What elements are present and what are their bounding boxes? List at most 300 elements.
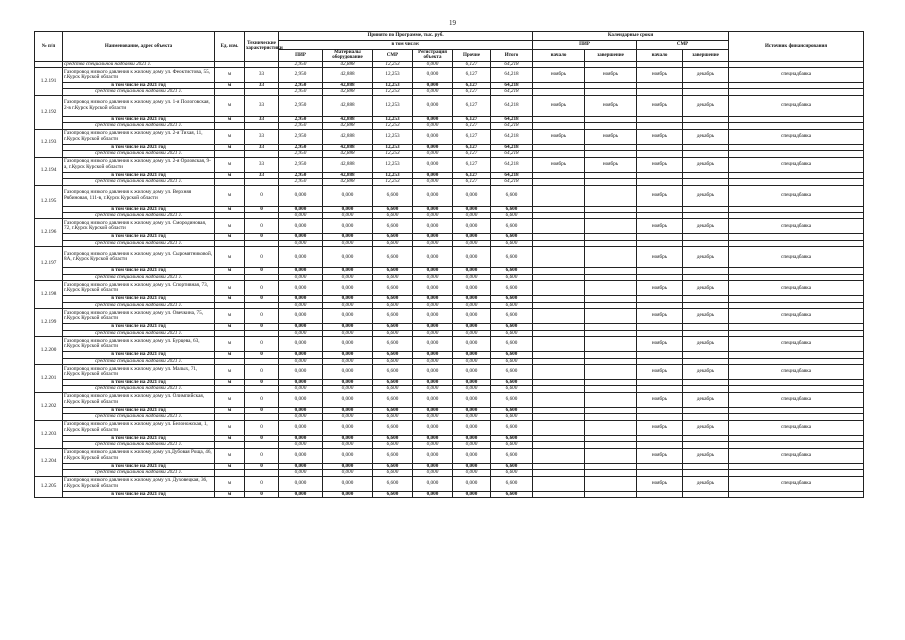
tech-cell: 0 [245, 296, 279, 302]
materials-value: 42,888 [323, 95, 373, 116]
smr-value: 6,600 [373, 380, 413, 386]
pir-value: 2,950 [279, 67, 323, 82]
smr-value: 6,600 [373, 420, 413, 435]
unit-cell: м [215, 448, 245, 463]
tech-cell: 0 [245, 324, 279, 330]
header-cal-pir: ПИР [533, 41, 637, 50]
total-value: 6,600 [491, 296, 533, 302]
unit-cell: м [215, 476, 245, 491]
funding-source: спецнадбавка [729, 185, 864, 206]
total-value: 6,600 [491, 185, 533, 206]
total-value: 64,218 [491, 82, 533, 88]
program-table [34, 31, 864, 498]
registration-value: 0,000 [413, 420, 453, 435]
pir-value: 2,950 [279, 82, 323, 88]
materials-value: 0,000 [323, 296, 373, 302]
smr-start: ноябрь [637, 337, 683, 352]
funding-source: спецнадбавка [729, 67, 864, 82]
row-number: 1.2.202 [35, 392, 63, 420]
registration-value: 0,000 [413, 442, 453, 448]
registration-value: 0,000 [413, 274, 453, 280]
materials-value: 0,000 [323, 268, 373, 274]
smr-value: 6,600 [373, 407, 413, 413]
other-value: 0,000 [453, 414, 491, 420]
smr-end: декабрь [683, 309, 729, 324]
pir-end [585, 247, 637, 268]
other-value: 0,000 [453, 213, 491, 219]
funding-source: спецнадбавка [729, 309, 864, 324]
pir-value: 2,950 [279, 151, 323, 157]
pir-value: 0,000 [279, 448, 323, 463]
smr-value: 6,600 [373, 309, 413, 324]
materials-value: 0,000 [323, 247, 373, 268]
registration-value: 0,000 [413, 365, 453, 380]
smr-start: ноябрь [637, 392, 683, 407]
unit-cell: м [215, 296, 245, 302]
unit-cell: м [215, 82, 245, 88]
pir-value: 2,950 [279, 116, 323, 122]
table-row [35, 157, 864, 172]
materials-value: 0,000 [323, 420, 373, 435]
registration-value: 0,000 [413, 309, 453, 324]
registration-value: 0,000 [413, 129, 453, 144]
empty-cell [683, 491, 729, 497]
total-value: 6,600 [491, 219, 533, 234]
total-value: 6,600 [491, 281, 533, 296]
registration-value: 0,000 [413, 324, 453, 330]
pir-value: 0,000 [279, 330, 323, 336]
source-label: средства специальной надбавки 2021 г. [63, 302, 215, 308]
smr-value: 12,253 [373, 95, 413, 116]
materials-value: 0,000 [323, 358, 373, 364]
tech-cell: 0 [245, 219, 279, 234]
pir-end: ноябрь [585, 95, 637, 116]
registration-value: 0,000 [413, 296, 453, 302]
materials-value: 0,000 [323, 491, 373, 497]
object-name: Газопровод низкого давления к жилому дому ул. Духовецкая, 36, г.Курск Курской области [63, 476, 215, 491]
tech-cell: 33 [245, 172, 279, 178]
registration-value: 0,000 [413, 116, 453, 122]
funding-source: спецнадбавка [729, 219, 864, 234]
smr-value: 6,600 [373, 392, 413, 407]
table-body [35, 61, 864, 498]
registration-value: 0,000 [413, 89, 453, 95]
pir-value: 0,000 [279, 420, 323, 435]
smr-value: 6,600 [373, 213, 413, 219]
incl-2021-label: в том числе на 2021 год [63, 324, 215, 330]
materials-value: 42,888 [323, 61, 373, 67]
total-value: 6,600 [491, 234, 533, 240]
total-value: 64,218 [491, 144, 533, 150]
materials-value: 0,000 [323, 219, 373, 234]
other-value: 0,000 [453, 206, 491, 212]
row-number: 1.2.191 [35, 67, 63, 95]
tech-cell: 0 [245, 185, 279, 206]
registration-value: 0,000 [413, 240, 453, 246]
smr-value: 12,253 [373, 61, 413, 67]
pir-start: ноябрь [533, 67, 585, 82]
header-program: Принято по Программе, тыс. руб. [279, 32, 533, 41]
header-pir-start: начало [533, 50, 585, 62]
other-value: 0,000 [453, 442, 491, 448]
pir-value: 0,000 [279, 219, 323, 234]
pir-start: ноябрь [533, 157, 585, 172]
other-value: 0,000 [453, 268, 491, 274]
pir-end: ноябрь [585, 129, 637, 144]
smr-end: декабрь [683, 247, 729, 268]
smr-value: 6,600 [373, 274, 413, 280]
pir-value: 0,000 [279, 358, 323, 364]
smr-end: декабрь [683, 219, 729, 234]
registration-value: 0,000 [413, 219, 453, 234]
funding-source: спецнадбавка [729, 281, 864, 296]
pir-value: 2,950 [279, 144, 323, 150]
funding-source: спецнадбавка [729, 337, 864, 352]
pir-end [585, 365, 637, 380]
pir-value: 0,000 [279, 302, 323, 308]
object-name: Газопровод низкого давления к жилому дому ул. Верхняя Рябиновая, 111-в, г.Курск Курской области [63, 185, 215, 206]
other-value: 0,000 [453, 274, 491, 280]
total-value: 64,218 [491, 61, 533, 67]
empty-cell [585, 491, 637, 497]
pir-start [533, 476, 585, 491]
object-name: Газопровод низкого давления к жилому дому ул. Белоножская, 1, г.Курск Курской области [63, 420, 215, 435]
pir-end [585, 476, 637, 491]
header-pir-end: завершение [585, 50, 637, 62]
row-number: 1.2.193 [35, 129, 63, 157]
funding-source: спецнадбавка [729, 247, 864, 268]
other-value: 6,127 [453, 61, 491, 67]
pir-value: 0,000 [279, 407, 323, 413]
total-value: 6,600 [491, 392, 533, 407]
tech-cell: 0 [245, 337, 279, 352]
unit-cell: м [215, 234, 245, 240]
smr-start: ноябрь [637, 129, 683, 144]
pir-start [533, 392, 585, 407]
pir-value: 0,000 [279, 380, 323, 386]
materials-value: 0,000 [323, 380, 373, 386]
materials-value: 0,000 [323, 324, 373, 330]
unit-cell: м [215, 420, 245, 435]
materials-value: 42,888 [323, 67, 373, 82]
tech-cell: 33 [245, 95, 279, 116]
registration-value: 0,000 [413, 358, 453, 364]
source-label: средства специальной надбавки 2021 г. [63, 213, 215, 219]
materials-value: 0,000 [323, 365, 373, 380]
other-value: 0,000 [453, 470, 491, 476]
smr-start: ноябрь [637, 67, 683, 82]
other-value: 0,000 [453, 296, 491, 302]
smr-start: ноябрь [637, 448, 683, 463]
empty-cell [533, 491, 585, 497]
source-label: средства специальной надбавки 2021 г. [63, 330, 215, 336]
other-value: 6,127 [453, 116, 491, 122]
pir-value: 0,000 [279, 206, 323, 212]
row-number: 1.2.192 [35, 95, 63, 129]
tech-cell: 0 [245, 491, 279, 497]
other-value: 0,000 [453, 309, 491, 324]
funding-source: спецнадбавка [729, 420, 864, 435]
materials-value: 42,888 [323, 82, 373, 88]
smr-value: 12,253 [373, 157, 413, 172]
pir-start [533, 247, 585, 268]
other-value: 0,000 [453, 380, 491, 386]
object-name: Газопровод низкого давления к жилому дому ул.Дубовая Роща, 46, г.Курск Курской области [63, 448, 215, 463]
pir-end [585, 281, 637, 296]
materials-value: 42,888 [323, 151, 373, 157]
pir-start: ноябрь [533, 129, 585, 144]
pir-value: 0,000 [279, 414, 323, 420]
tech-cell: 0 [245, 365, 279, 380]
pir-value: 0,000 [279, 491, 323, 497]
other-value: 0,000 [453, 435, 491, 441]
smr-end: декабрь [683, 129, 729, 144]
pir-value: 0,000 [279, 185, 323, 206]
row-number: 1.2.198 [35, 281, 63, 309]
total-value: 6,600 [491, 463, 533, 469]
source-label: средства специальной надбавки 2021 г. [63, 179, 215, 185]
unit-cell: м [215, 380, 245, 386]
incl-2021-label: в том числе на 2021 год [63, 82, 215, 88]
pir-end [585, 309, 637, 324]
tech-cell: 33 [245, 67, 279, 82]
pir-value: 0,000 [279, 435, 323, 441]
total-value: 6,600 [491, 213, 533, 219]
smr-value: 12,253 [373, 67, 413, 82]
smr-value: 12,253 [373, 116, 413, 122]
smr-start: ноябрь [637, 476, 683, 491]
other-value: 0,000 [453, 185, 491, 206]
registration-value: 0,000 [413, 234, 453, 240]
smr-end: декабрь [683, 448, 729, 463]
other-value: 0,000 [453, 365, 491, 380]
header-materials: Материалы оборудование [323, 50, 373, 62]
materials-value: 0,000 [323, 281, 373, 296]
smr-value: 12,253 [373, 129, 413, 144]
materials-value: 0,000 [323, 407, 373, 413]
registration-value: 0,000 [413, 67, 453, 82]
row-number: 1.2.194 [35, 157, 63, 185]
total-value: 6,600 [491, 240, 533, 246]
tech-cell: 33 [245, 157, 279, 172]
incl-2021-label: в том числе на 2021 год [63, 296, 215, 302]
funding-source: спецнадбавка [729, 157, 864, 172]
smr-end: декабрь [683, 420, 729, 435]
pir-value: 2,950 [279, 129, 323, 144]
materials-value: 42,888 [323, 116, 373, 122]
unit-cell: м [215, 337, 245, 352]
table-row [35, 247, 864, 268]
smr-value: 12,253 [373, 89, 413, 95]
object-name: Газопровод низкого давления к жилому дому ул. Малых, 71, г.Курск Курской области [63, 365, 215, 380]
smr-start: ноябрь [637, 185, 683, 206]
smr-value: 6,600 [373, 470, 413, 476]
other-value: 0,000 [453, 392, 491, 407]
smr-value: 6,600 [373, 365, 413, 380]
object-name: Газопровод низкого давления к жилому дому ул. Сыромятниковой, 8А, г.Курск Курской области [63, 247, 215, 268]
smr-end: декабрь [683, 157, 729, 172]
object-name: Газопровод низкого давления к жилому дому ул. Феоктистова, 55, г.Курск Курской области [63, 67, 215, 82]
smr-end: декабрь [683, 337, 729, 352]
object-name: Газопровод низкого давления к жилому дому ул. Спортивная, 73, г.Курск Курской области [63, 281, 215, 296]
smr-value: 12,253 [373, 172, 413, 178]
total-value: 64,218 [491, 116, 533, 122]
total-value: 6,600 [491, 324, 533, 330]
pir-start [533, 309, 585, 324]
registration-value: 0,000 [413, 157, 453, 172]
total-value: 64,218 [491, 67, 533, 82]
tech-cell: 0 [245, 392, 279, 407]
smr-value: 6,600 [373, 281, 413, 296]
table-row [35, 337, 864, 352]
header-pir: ПИР [279, 50, 323, 62]
total-value: 6,600 [491, 206, 533, 212]
smr-value: 12,253 [373, 179, 413, 185]
table-row [35, 392, 864, 407]
smr-start: ноябрь [637, 365, 683, 380]
smr-value: 6,600 [373, 476, 413, 491]
registration-value: 0,000 [413, 268, 453, 274]
total-value: 64,218 [491, 157, 533, 172]
pir-value: 0,000 [279, 247, 323, 268]
source-label: средства специальной надбавки 2021 г. [63, 414, 215, 420]
registration-value: 0,000 [413, 448, 453, 463]
registration-value: 0,000 [413, 330, 453, 336]
tech-cell: 0 [245, 407, 279, 413]
pir-end [585, 392, 637, 407]
smr-end: декабрь [683, 281, 729, 296]
other-value: 0,000 [453, 324, 491, 330]
tech-cell: 0 [245, 281, 279, 296]
total-value: 64,218 [491, 129, 533, 144]
smr-start: ноябрь [637, 309, 683, 324]
table-row-2021 [35, 491, 864, 497]
total-value: 64,218 [491, 151, 533, 157]
tech-cell: 0 [245, 420, 279, 435]
source-label: средства специальной надбавки 2021 г. [63, 470, 215, 476]
total-value: 6,600 [491, 448, 533, 463]
pir-value: 0,000 [279, 234, 323, 240]
tech-cell: 33 [245, 129, 279, 144]
total-value: 6,600 [491, 337, 533, 352]
pir-value: 0,000 [279, 386, 323, 392]
total-value: 6,600 [491, 268, 533, 274]
other-value: 6,127 [453, 179, 491, 185]
pir-value: 0,000 [279, 442, 323, 448]
unit-cell: м [215, 144, 245, 150]
materials-value: 0,000 [323, 463, 373, 469]
smr-value: 6,600 [373, 442, 413, 448]
registration-value: 0,000 [413, 151, 453, 157]
materials-value: 42,888 [323, 123, 373, 129]
pir-value: 0,000 [279, 309, 323, 324]
total-value: 6,600 [491, 420, 533, 435]
pir-value: 2,950 [279, 123, 323, 129]
tech-cell: 0 [245, 309, 279, 324]
source-label: средства специальной надбавки 2021 г. [63, 89, 215, 95]
total-value: 6,600 [491, 476, 533, 491]
registration-value: 0,000 [413, 491, 453, 497]
header-registration: Регистрация объекта [413, 50, 453, 62]
pir-value: 0,000 [279, 352, 323, 358]
registration-value: 0,000 [413, 476, 453, 491]
table-row [35, 365, 864, 380]
source-label: средства специальной надбавки 2021 г. [63, 123, 215, 129]
registration-value: 0,000 [413, 82, 453, 88]
smr-end: декабрь [683, 95, 729, 116]
materials-value: 0,000 [323, 470, 373, 476]
unit-cell: м [215, 268, 245, 274]
materials-value: 0,000 [323, 435, 373, 441]
tech-cell: 0 [245, 380, 279, 386]
row-number: 1.2.201 [35, 365, 63, 393]
smr-value: 12,253 [373, 82, 413, 88]
header-smr-start: начало [637, 50, 683, 62]
materials-value: 0,000 [323, 476, 373, 491]
pir-end [585, 420, 637, 435]
header-unit: Ед. изм. [215, 32, 245, 62]
row-number: 1.2.205 [35, 476, 63, 497]
registration-value: 0,000 [413, 179, 453, 185]
row-number: 1.2.200 [35, 337, 63, 365]
pir-value: 0,000 [279, 365, 323, 380]
smr-value: 6,600 [373, 324, 413, 330]
smr-value: 6,600 [373, 358, 413, 364]
tech-cell: 0 [245, 352, 279, 358]
table-row [35, 281, 864, 296]
funding-source: спецнадбавка [729, 365, 864, 380]
smr-value: 6,600 [373, 219, 413, 234]
tech-cell: 0 [245, 247, 279, 268]
incl-2021-label: в том числе на 2021 год [63, 206, 215, 212]
other-value: 0,000 [453, 463, 491, 469]
unit-cell: м [215, 491, 245, 497]
total-value: 6,600 [491, 330, 533, 336]
unit-cell: м [215, 206, 245, 212]
pir-value: 0,000 [279, 268, 323, 274]
source-label: средства специальной надбавки 2021 г. [63, 274, 215, 280]
incl-2021-label: в том числе на 2021 год [63, 463, 215, 469]
unit-cell: м [215, 324, 245, 330]
materials-value: 42,888 [323, 144, 373, 150]
registration-value: 0,000 [413, 185, 453, 206]
other-value: 0,000 [453, 337, 491, 352]
pir-start: ноябрь [533, 95, 585, 116]
smr-value: 6,600 [373, 234, 413, 240]
unit-cell: м [215, 463, 245, 469]
tech-cell: 0 [245, 234, 279, 240]
pir-value: 0,000 [279, 274, 323, 280]
incl-2021-label: в том числе на 2021 год [63, 491, 215, 497]
registration-value: 0,000 [413, 213, 453, 219]
funding-source: спецнадбавка [729, 448, 864, 463]
tech-cell: 33 [245, 144, 279, 150]
header-tech: Технические характеристики [245, 32, 279, 62]
table-row [35, 420, 864, 435]
row-number: 1.2.195 [35, 185, 63, 219]
total-value: 64,218 [491, 89, 533, 95]
unit-cell: м [215, 95, 245, 116]
smr-value: 6,600 [373, 247, 413, 268]
pir-start [533, 365, 585, 380]
pir-value: 2,950 [279, 157, 323, 172]
registration-value: 0,000 [413, 172, 453, 178]
source-label: средства специальной надбавки 2021 г. [63, 240, 215, 246]
pir-start [533, 337, 585, 352]
pir-end [585, 185, 637, 206]
other-value: 6,127 [453, 67, 491, 82]
funding-source: спецнадбавка [729, 95, 864, 116]
